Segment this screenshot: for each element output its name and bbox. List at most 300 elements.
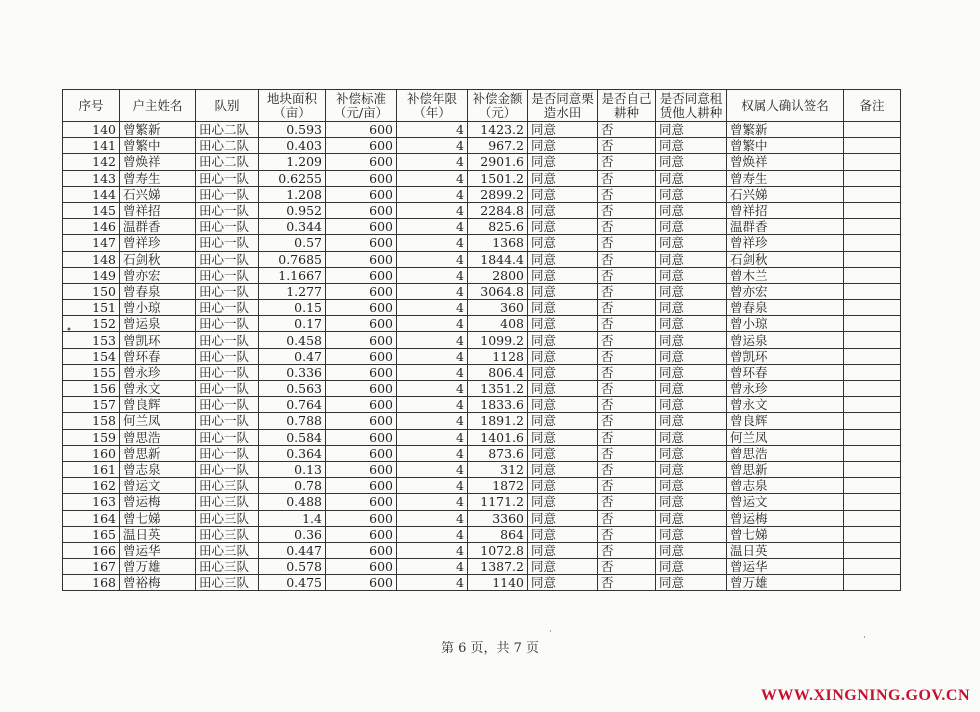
- header-self-farm: 是否自己耕种: [598, 90, 656, 122]
- cell-rate: 600: [326, 575, 397, 591]
- cell-agree-lease: 同意: [656, 542, 727, 558]
- cell-owner-name: 曾永文: [120, 381, 196, 397]
- table-row: [63, 122, 901, 138]
- cell-team: 田心一队: [196, 251, 259, 267]
- cell-team: 田心二队: [196, 154, 259, 170]
- header-years: 补偿年限（年）: [397, 90, 468, 122]
- cell-remarks: [844, 202, 901, 218]
- cell-signature: 曾思新: [727, 461, 844, 477]
- cell-years: 4: [397, 445, 468, 461]
- cell-area: 0.57: [259, 235, 326, 251]
- cell-owner-name: 曾运梅: [120, 494, 196, 510]
- cell-agree-lease: 同意: [656, 332, 727, 348]
- cell-team: 田心一队: [196, 219, 259, 235]
- cell-team: 田心一队: [196, 202, 259, 218]
- cell-years: 4: [397, 300, 468, 316]
- cell-seq: 144: [63, 186, 120, 202]
- cell-seq: 168: [63, 575, 120, 591]
- cell-area: 0.6255: [259, 170, 326, 186]
- cell-signature: 曾环春: [727, 364, 844, 380]
- cell-team: 田心一队: [196, 364, 259, 380]
- cell-self-farm: 否: [598, 267, 656, 283]
- cell-remarks: [844, 316, 901, 332]
- cell-rate: 600: [326, 494, 397, 510]
- table-row: [63, 138, 901, 154]
- header-amount: 补偿金额（元）: [468, 90, 528, 122]
- cell-area: 0.593: [259, 122, 326, 138]
- cell-rate: 600: [326, 461, 397, 477]
- page-number: 第 6 页，共 7 页: [440, 641, 540, 656]
- cell-agree-paddy: 同意: [528, 138, 598, 154]
- cell-self-farm: 否: [598, 575, 656, 591]
- cell-seq: 142: [63, 154, 120, 170]
- cell-amount: 1351.2: [468, 381, 528, 397]
- cell-self-farm: 否: [598, 397, 656, 413]
- cell-owner-name: 曾志泉: [120, 461, 196, 477]
- cell-rate: 600: [326, 478, 397, 494]
- cell-signature: 何兰凤: [727, 429, 844, 445]
- cell-remarks: [844, 429, 901, 445]
- cell-self-farm: 否: [598, 154, 656, 170]
- cell-seq: 167: [63, 559, 120, 575]
- cell-rate: 600: [326, 429, 397, 445]
- table-row: [63, 364, 901, 380]
- cell-remarks: [844, 445, 901, 461]
- cell-self-farm: 否: [598, 445, 656, 461]
- cell-seq: 146: [63, 219, 120, 235]
- cell-agree-paddy: 同意: [528, 429, 598, 445]
- cell-amount: 806.4: [468, 364, 528, 380]
- cell-remarks: [844, 300, 901, 316]
- cell-owner-name: 曾寿生: [120, 170, 196, 186]
- cell-seq: 150: [63, 283, 120, 299]
- cell-amount: 2800: [468, 267, 528, 283]
- cell-self-farm: 否: [598, 461, 656, 477]
- cell-years: 4: [397, 526, 468, 542]
- cell-owner-name: 温日英: [120, 526, 196, 542]
- cell-owner-name: 曾思浩: [120, 429, 196, 445]
- table-row: [63, 575, 901, 591]
- cell-owner-name: 温群香: [120, 219, 196, 235]
- cell-agree-lease: 同意: [656, 510, 727, 526]
- cell-area: 0.78: [259, 478, 326, 494]
- cell-years: 4: [397, 364, 468, 380]
- cell-years: 4: [397, 170, 468, 186]
- cell-signature: 曾永文: [727, 397, 844, 413]
- table-row: [63, 526, 901, 542]
- cell-agree-paddy: 同意: [528, 170, 598, 186]
- cell-agree-paddy: 同意: [528, 510, 598, 526]
- cell-seq: 148: [63, 251, 120, 267]
- cell-remarks: [844, 526, 901, 542]
- cell-years: 4: [397, 348, 468, 364]
- cell-self-farm: 否: [598, 559, 656, 575]
- header-remarks: 备注: [844, 90, 901, 122]
- cell-seq: 149: [63, 267, 120, 283]
- cell-amount: 3064.8: [468, 283, 528, 299]
- cell-remarks: [844, 575, 901, 591]
- cell-team: 田心二队: [196, 122, 259, 138]
- cell-rate: 600: [326, 559, 397, 575]
- cell-seq: 165: [63, 526, 120, 542]
- table-row: [63, 219, 901, 235]
- cell-rate: 600: [326, 170, 397, 186]
- cell-owner-name: 曾七娣: [120, 510, 196, 526]
- cell-agree-paddy: 同意: [528, 364, 598, 380]
- cell-seq: 155: [63, 364, 120, 380]
- cell-rate: 600: [326, 381, 397, 397]
- cell-seq: 145: [63, 202, 120, 218]
- cell-rate: 600: [326, 316, 397, 332]
- table-row: [63, 300, 901, 316]
- table-row: [63, 186, 901, 202]
- table-row: [63, 154, 901, 170]
- cell-years: 4: [397, 510, 468, 526]
- scan-speck: ˙: [862, 636, 867, 647]
- cell-owner-name: 曾祥珍: [120, 235, 196, 251]
- cell-agree-paddy: 同意: [528, 251, 598, 267]
- cell-agree-lease: 同意: [656, 381, 727, 397]
- cell-area: 0.13: [259, 461, 326, 477]
- table-row: [63, 461, 901, 477]
- cell-agree-paddy: 同意: [528, 348, 598, 364]
- cell-owner-name: 曾春泉: [120, 283, 196, 299]
- cell-self-farm: 否: [598, 494, 656, 510]
- cell-seq: 156: [63, 381, 120, 397]
- table-row: [63, 283, 901, 299]
- cell-agree-paddy: 同意: [528, 122, 598, 138]
- scan-speck: •: [66, 325, 72, 336]
- cell-signature: 曾七娣: [727, 526, 844, 542]
- cell-seq: 151: [63, 300, 120, 316]
- table-row: [63, 510, 901, 526]
- cell-amount: 1072.8: [468, 542, 528, 558]
- cell-agree-paddy: 同意: [528, 381, 598, 397]
- cell-amount: 1140: [468, 575, 528, 591]
- cell-years: 4: [397, 235, 468, 251]
- cell-seq: 166: [63, 542, 120, 558]
- cell-area: 0.447: [259, 542, 326, 558]
- cell-seq: 157: [63, 397, 120, 413]
- cell-team: 田心一队: [196, 429, 259, 445]
- cell-amount: 1128: [468, 348, 528, 364]
- cell-years: 4: [397, 283, 468, 299]
- cell-amount: 864: [468, 526, 528, 542]
- cell-agree-lease: 同意: [656, 251, 727, 267]
- cell-signature: 曾木兰: [727, 267, 844, 283]
- header-rate: 补偿标准（元/亩）: [326, 90, 397, 122]
- cell-team: 田心三队: [196, 575, 259, 591]
- cell-agree-paddy: 同意: [528, 154, 598, 170]
- cell-rate: 600: [326, 526, 397, 542]
- cell-self-farm: 否: [598, 138, 656, 154]
- table-row: [63, 170, 901, 186]
- cell-amount: 967.2: [468, 138, 528, 154]
- table-row: [63, 542, 901, 558]
- cell-signature: 曾志泉: [727, 478, 844, 494]
- cell-area: 0.475: [259, 575, 326, 591]
- header-team: 队别: [196, 90, 259, 122]
- cell-seq: 143: [63, 170, 120, 186]
- cell-seq: 153: [63, 332, 120, 348]
- cell-agree-paddy: 同意: [528, 526, 598, 542]
- cell-years: 4: [397, 542, 468, 558]
- cell-self-farm: 否: [598, 300, 656, 316]
- cell-team: 田心一队: [196, 332, 259, 348]
- cell-years: 4: [397, 397, 468, 413]
- cell-signature: 曾繁中: [727, 138, 844, 154]
- cell-years: 4: [397, 251, 468, 267]
- cell-area: 0.17: [259, 316, 326, 332]
- cell-team: 田心一队: [196, 381, 259, 397]
- cell-agree-lease: 同意: [656, 526, 727, 542]
- cell-owner-name: 曾环春: [120, 348, 196, 364]
- cell-seq: 160: [63, 445, 120, 461]
- cell-remarks: [844, 461, 901, 477]
- cell-owner-name: 曾万雄: [120, 559, 196, 575]
- table-row: [63, 478, 901, 494]
- cell-remarks: [844, 219, 901, 235]
- cell-rate: 600: [326, 413, 397, 429]
- cell-self-farm: 否: [598, 202, 656, 218]
- cell-rate: 600: [326, 235, 397, 251]
- cell-signature: 曾万雄: [727, 575, 844, 591]
- table-row: [63, 235, 901, 251]
- cell-team: 田心三队: [196, 542, 259, 558]
- cell-amount: 1171.2: [468, 494, 528, 510]
- cell-remarks: [844, 364, 901, 380]
- cell-seq: 162: [63, 478, 120, 494]
- cell-seq: 164: [63, 510, 120, 526]
- cell-agree-lease: 同意: [656, 235, 727, 251]
- cell-amount: 1099.2: [468, 332, 528, 348]
- cell-amount: 2901.6: [468, 154, 528, 170]
- cell-agree-paddy: 同意: [528, 542, 598, 558]
- cell-seq: 161: [63, 461, 120, 477]
- cell-signature: 曾祥珍: [727, 235, 844, 251]
- cell-owner-name: 曾小琼: [120, 300, 196, 316]
- cell-amount: 1872: [468, 478, 528, 494]
- cell-amount: 1387.2: [468, 559, 528, 575]
- cell-amount: 2899.2: [468, 186, 528, 202]
- cell-signature: 曾永珍: [727, 381, 844, 397]
- cell-years: 4: [397, 575, 468, 591]
- cell-signature: 曾春泉: [727, 300, 844, 316]
- cell-agree-lease: 同意: [656, 122, 727, 138]
- cell-signature: 曾良辉: [727, 413, 844, 429]
- cell-owner-name: 曾祥招: [120, 202, 196, 218]
- cell-seq: 154: [63, 348, 120, 364]
- cell-amount: 825.6: [468, 219, 528, 235]
- cell-team: 田心一队: [196, 267, 259, 283]
- cell-self-farm: 否: [598, 429, 656, 445]
- cell-signature: 曾运泉: [727, 332, 844, 348]
- cell-self-farm: 否: [598, 542, 656, 558]
- cell-agree-paddy: 同意: [528, 316, 598, 332]
- cell-area: 0.47: [259, 348, 326, 364]
- cell-rate: 600: [326, 122, 397, 138]
- header-seq: 序号: [63, 90, 120, 122]
- cell-amount: 1501.2: [468, 170, 528, 186]
- header-area: 地块面积（亩）: [259, 90, 326, 122]
- cell-area: 0.364: [259, 445, 326, 461]
- cell-owner-name: 曾裕梅: [120, 575, 196, 591]
- cell-owner-name: 曾焕祥: [120, 154, 196, 170]
- table-row: [63, 267, 901, 283]
- cell-agree-paddy: 同意: [528, 397, 598, 413]
- cell-signature: 曾思浩: [727, 445, 844, 461]
- cell-agree-paddy: 同意: [528, 575, 598, 591]
- cell-area: 1.4: [259, 510, 326, 526]
- cell-rate: 600: [326, 300, 397, 316]
- cell-area: 0.563: [259, 381, 326, 397]
- cell-remarks: [844, 170, 901, 186]
- cell-area: 0.788: [259, 413, 326, 429]
- cell-agree-lease: 同意: [656, 429, 727, 445]
- cell-agree-paddy: 同意: [528, 186, 598, 202]
- cell-team: 田心一队: [196, 348, 259, 364]
- cell-team: 田心一队: [196, 283, 259, 299]
- table-body: [63, 122, 901, 591]
- cell-remarks: [844, 154, 901, 170]
- cell-team: 田心一队: [196, 413, 259, 429]
- cell-rate: 600: [326, 364, 397, 380]
- table-row: [63, 494, 901, 510]
- cell-agree-lease: 同意: [656, 397, 727, 413]
- cell-rate: 600: [326, 154, 397, 170]
- cell-amount: 1833.6: [468, 397, 528, 413]
- cell-years: 4: [397, 332, 468, 348]
- cell-remarks: [844, 186, 901, 202]
- cell-remarks: [844, 542, 901, 558]
- cell-years: 4: [397, 381, 468, 397]
- cell-amount: 1423.2: [468, 122, 528, 138]
- cell-self-farm: 否: [598, 316, 656, 332]
- cell-seq: 159: [63, 429, 120, 445]
- cell-owner-name: 曾运文: [120, 478, 196, 494]
- cell-self-farm: 否: [598, 510, 656, 526]
- cell-agree-paddy: 同意: [528, 559, 598, 575]
- cell-seq: 141: [63, 138, 120, 154]
- cell-years: 4: [397, 461, 468, 477]
- cell-remarks: [844, 138, 901, 154]
- cell-agree-paddy: 同意: [528, 267, 598, 283]
- cell-team: 田心一队: [196, 316, 259, 332]
- cell-seq: 147: [63, 235, 120, 251]
- cell-area: 1.1667: [259, 267, 326, 283]
- cell-seq: 158: [63, 413, 120, 429]
- cell-remarks: [844, 413, 901, 429]
- cell-agree-lease: 同意: [656, 138, 727, 154]
- cell-signature: 石剑秋: [727, 251, 844, 267]
- cell-signature: 曾小琼: [727, 316, 844, 332]
- cell-remarks: [844, 267, 901, 283]
- cell-owner-name: 石兴娣: [120, 186, 196, 202]
- cell-owner-name: 曾良辉: [120, 397, 196, 413]
- header-owner-signature: 权属人确认签名: [727, 90, 844, 122]
- cell-agree-paddy: 同意: [528, 332, 598, 348]
- table-header-row: [63, 90, 901, 122]
- cell-self-farm: 否: [598, 122, 656, 138]
- cell-agree-lease: 同意: [656, 494, 727, 510]
- cell-signature: 曾运文: [727, 494, 844, 510]
- cell-years: 4: [397, 267, 468, 283]
- cell-rate: 600: [326, 510, 397, 526]
- cell-agree-lease: 同意: [656, 348, 727, 364]
- cell-team: 田心一队: [196, 397, 259, 413]
- cell-remarks: [844, 251, 901, 267]
- cell-self-farm: 否: [598, 251, 656, 267]
- cell-area: 0.488: [259, 494, 326, 510]
- cell-area: 0.403: [259, 138, 326, 154]
- cell-team: 田心一队: [196, 186, 259, 202]
- cell-team: 田心一队: [196, 445, 259, 461]
- cell-rate: 600: [326, 138, 397, 154]
- cell-agree-lease: 同意: [656, 461, 727, 477]
- cell-years: 4: [397, 138, 468, 154]
- cell-agree-lease: 同意: [656, 219, 727, 235]
- cell-area: 0.7685: [259, 251, 326, 267]
- cell-years: 4: [397, 429, 468, 445]
- cell-area: 0.764: [259, 397, 326, 413]
- cell-team: 田心三队: [196, 526, 259, 542]
- cell-area: 0.15: [259, 300, 326, 316]
- cell-owner-name: 曾繁中: [120, 138, 196, 154]
- cell-team: 田心一队: [196, 170, 259, 186]
- cell-team: 田心一队: [196, 461, 259, 477]
- cell-self-farm: 否: [598, 526, 656, 542]
- cell-years: 4: [397, 494, 468, 510]
- cell-remarks: [844, 510, 901, 526]
- cell-years: 4: [397, 202, 468, 218]
- cell-signature: 石兴娣: [727, 186, 844, 202]
- cell-years: 4: [397, 413, 468, 429]
- cell-signature: 曾凯环: [727, 348, 844, 364]
- cell-area: 0.344: [259, 219, 326, 235]
- header-owner-name: 户主姓名: [120, 90, 196, 122]
- cell-agree-lease: 同意: [656, 413, 727, 429]
- cell-owner-name: 曾运华: [120, 542, 196, 558]
- cell-years: 4: [397, 154, 468, 170]
- cell-agree-lease: 同意: [656, 267, 727, 283]
- cell-rate: 600: [326, 251, 397, 267]
- cell-amount: 3360: [468, 510, 528, 526]
- cell-owner-name: 曾繁新: [120, 122, 196, 138]
- cell-signature: 曾亦宏: [727, 283, 844, 299]
- cell-signature: 曾运梅: [727, 510, 844, 526]
- cell-agree-paddy: 同意: [528, 445, 598, 461]
- cell-amount: 408: [468, 316, 528, 332]
- cell-years: 4: [397, 122, 468, 138]
- cell-area: 0.584: [259, 429, 326, 445]
- cell-remarks: [844, 478, 901, 494]
- cell-signature: 曾祥招: [727, 202, 844, 218]
- cell-rate: 600: [326, 542, 397, 558]
- cell-agree-lease: 同意: [656, 575, 727, 591]
- cell-amount: 1368: [468, 235, 528, 251]
- cell-agree-paddy: 同意: [528, 413, 598, 429]
- table-row: [63, 348, 901, 364]
- cell-team: 田心三队: [196, 494, 259, 510]
- cell-years: 4: [397, 478, 468, 494]
- cell-remarks: [844, 559, 901, 575]
- cell-area: 0.336: [259, 364, 326, 380]
- cell-owner-name: 曾运泉: [120, 316, 196, 332]
- table-row: [63, 202, 901, 218]
- cell-signature: 曾繁新: [727, 122, 844, 138]
- cell-rate: 600: [326, 219, 397, 235]
- site-watermark: WWW.XINGNING.GOV.CN: [760, 687, 970, 704]
